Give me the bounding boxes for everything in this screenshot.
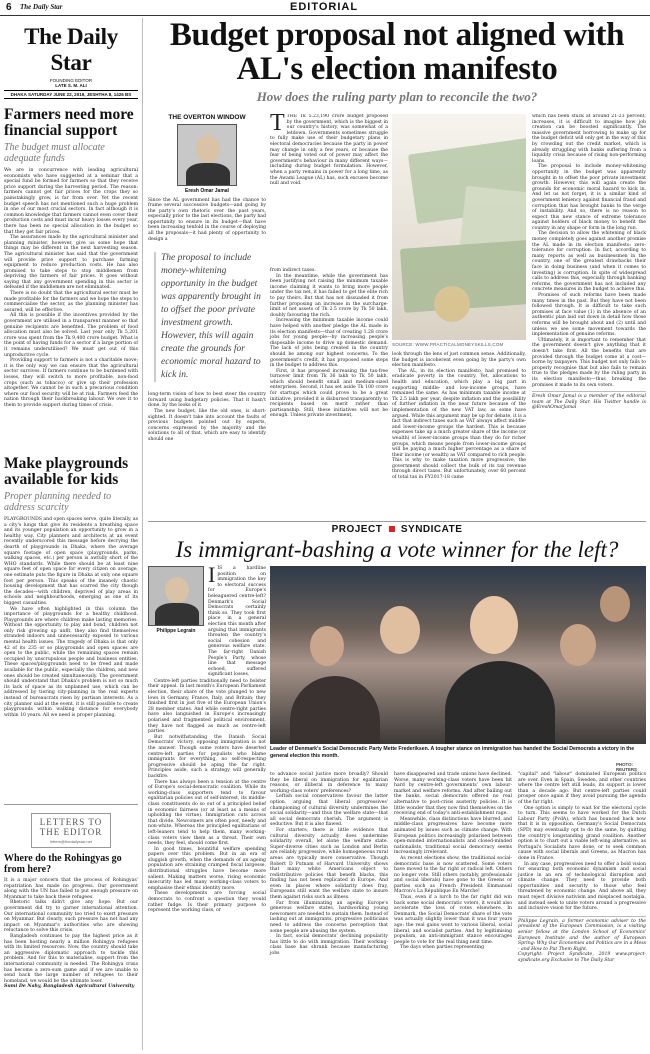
oped-budget-col3b xyxy=(270,268,388,419)
frederiksen-photo xyxy=(270,566,646,744)
oped-immigration-c3b: Meanwhile, class distinctions have blurred, and middle-class progressives have become more animated by issues such as climate change. With European politics increasingly polarised between open-minded internationalists and closed-minded nationalists, traditional social democracy seems increasingly irrelevant. xyxy=(394,816,512,856)
masthead-small: The Daily Star xyxy=(20,3,63,11)
brand-separator xyxy=(389,526,395,532)
syndicate-brand xyxy=(148,524,646,535)
editorial-farmers-subtitle: The budget must allocate adequate funds xyxy=(4,142,105,164)
masthead-date: DHAKA SATURDAY JUNE 22, 2019, JESHTHA 8, 1426 BS xyxy=(4,90,138,99)
editorial-farmers-title: Farmers need more financial support xyxy=(4,106,134,139)
letter-p2: Rhetoric talks didn't give any hope. But our government did try to garner international attention. Our international community too tried to exert pressure on Myanmar. But clearly, such pressure has not had any impact on Myanmar's authorities who are showing reluctance to solve this crisis. xyxy=(4,900,138,934)
oped-immigration-c4b: One option is simply to wait for the electoral cycle to turn. This seems to have worked for the Dutch Labour Party (PvdA), which has bounced back now that it is in opposition. Germany's Social Democrats (SPD) may eventually opt to do the same, by quitting the country's longstanding grand coalition. Another option is to chart out a viable left-wing alternative, as Portugal's Socialists have done, or to seek common cause with social liberals and Greens, as Macron has done in France. xyxy=(518,805,646,861)
founding-editor-name: LATE S. M. ALI xyxy=(55,83,87,88)
oped-immigration-col3 xyxy=(394,772,512,951)
masthead-logo xyxy=(4,18,138,99)
oped-immigration-c3e: The days when parties representing xyxy=(400,945,485,951)
oped-budget-c4c: The decision to allow the whitening of black money completely goes against another promise the AL made in its election manifesto: zero-tolerance for corruption. In fact, according to many reports as well as businessmen in the country, one of the greatest drawbacks their face in doing business (and when it comes to investing) is corruption. In spite of widespread calls to address this, especially through banking reforms, the government has not included any concrete measures in the budget to achieve this. xyxy=(532,231,646,293)
oped-immigration-c2: to advance social justice more broadly? Should they be liberal on immigration for egalitarian reasons, or illiberal in deference to many working-class voters' preferences? xyxy=(270,772,388,794)
pull-quote: The proposal to include money-whitening opportunity in the budget was apparently brought in to offset the poor private investment growth. However, this will again create the grounds for economic moral hazard to kick in. xyxy=(154,252,262,382)
oped-budget-c3: from indirect taxes. xyxy=(270,268,316,273)
editorial-playgrounds-title: Make playgrounds available for kids xyxy=(4,455,129,488)
illustration-source: SOURCE: WWW.PRACTICALMONEYSKILLS.COM xyxy=(392,342,504,347)
oped-immigration-c1d: There has always been a tension at the centre of Europe's social-democratic coalition. While its working-class supporters tend to favour egalitarian policies out of self-interest, its middle-class constituents do so out of a principled belief in economic fairness (or at least as a means of upholding the virtue). Immigration cuts across that divide. Newcomers are often poor, needy and non-white. Whereas the principled egalitarians of left-leaners tend to help them, many working-class voters view them as a threat. Their own needs, they feel, should come first. xyxy=(148,779,266,847)
oped-immigration xyxy=(148,524,646,1050)
author2-photo xyxy=(148,566,204,626)
editorial-farmers xyxy=(4,107,138,409)
author-photo xyxy=(177,124,237,186)
oped-budget-c2: look through the lens of just common sense. Additionally, the budget is incoherent even going by the party's own election manifesto. xyxy=(392,352,526,369)
oped-budget-c4: which has been stuck at around 21-23 percent, increases, it is difficult to imagine how job creation can be boosted significantly. The massive government borrowing to make up for the budget deficit will only get in the way of this by crowding out the credit market, which is already struggling with banks suffering from a liquidity crisis because of rising non-performing loans. xyxy=(532,114,646,164)
oped-immigration-c1c: But notwithstanding the Danish Social Democrats' victory, opposing immigration is not the answer. Though some voters have deserted centre-left parties for populists who blame immigrants for everything, no self-respecting progressive should be aping the far right. Principles aside, such a strategy will generally backfire. xyxy=(148,734,266,779)
left-column xyxy=(4,18,138,1048)
oped-budget-c1d: The new budget, like the old ones, is short-sighted. It doesn't take into account the faults of previous budgets pointed out by experts, concerns expressed by the majority and the solutions to all of that, which are easy to identify should one xyxy=(148,409,266,442)
oped-budget-c4e: Ultimately, it is important to remember that the government doesn't give anything that it doesn't take first. All the benefits that are provided through the budget come at a cost—borne by taxpayers. This budget not only fails to properly recognise that but also fails to remain true to the pledges made by the ruling party in its election manifesto—thus breaking the promises it made to its own voters. xyxy=(532,337,646,388)
brand-left: PROJECT xyxy=(331,524,383,535)
header-rule xyxy=(0,15,650,16)
budget-illustration xyxy=(392,114,526,340)
letters-email: letters@thedailystar.net xyxy=(50,839,92,844)
oped-budget-c3c: Increasing the minimum taxable income could have helped with another pledge the AL made in its election manifesto—that of creating 1.28 crore jobs for young people—by increasing people's disposable income to drive up domestic demand. The lack of jobs being created in the country should be among our highest concerns. To the government's credit, it has proposed some steps in the budget to address this. xyxy=(270,318,388,369)
oped-immigration-c3c: As recent elections show, the traditional social-democratic base is now scattered. Some voters have moved to the far right or radical left. Others no longer vote. Still others (notably, professionals and social liberals) have gone to the Greens or parties such as French President Emmanuel Macron's La République En Marche! xyxy=(394,855,512,895)
oped-budget-col2-top xyxy=(270,114,388,264)
letter-p1: It is a major concern that the process of Rohingyas' repatriation has made no progress. Our government along with the UN has failed to put enough pressure on Myanmar to take back these refugees. xyxy=(4,878,138,900)
oped-budget-c4d: Promises of such reforms have been made many times in the past. But they have not been followed through. It is difficult to take such promises at face value (1) in the absence of an authentic plan laid out down in detail how those reforms will be brought about and (2) until and unless we see some movement towards the implementation of genuine reforms. xyxy=(532,293,646,338)
oped-budget-col2 xyxy=(392,352,526,481)
column-label xyxy=(148,114,266,122)
oped-immigration-c2e: In fact, social democrats' declining popularity has little to do with immigration. Their working-class base has shrunk because manufacturing jobs xyxy=(270,934,388,956)
oped-immigration-c4: "capital" and "labour" dominated European politics are over. Even in Spain, Sweden, and other countries where the centre left still leads, its support is lower than a decade ago. But centre-left parties could prosper once again if they avoid pursuing the agenda of the far right. xyxy=(518,772,646,805)
oped-budget-c1: TTHE Tk 5.23,190 crore budget proposed by the government, which is the biggest in our country's history, was somewhat of a letdown. Governments sometimes struggle to fully make use of their budgetary plans in electoral democracies because the party in power may change in only a few years, or because the fear of being voted out of power may affect the government's behaviour in many different ways—including during budget formulation. However, when a party remains in power for a long time, as the Awami League (AL) has, such excuses become null and void. xyxy=(270,114,388,187)
author-name: Eresh Omar Jamal xyxy=(185,187,229,194)
photo-caption: Leader of Denmark's Social Democratic Party Mette Frederiksen. A tougher stance on immigration has handed the Social Democrats a victory in the general election this month. xyxy=(270,746,635,759)
letters-title: LETTERS TO THE EDITOR xyxy=(39,817,103,837)
section-label: EDITORIAL xyxy=(290,1,359,13)
oped-immigration-c3d: Thus, even if a lurch to the far right did win back some social democratic voters, it would also accelerate the loss of votes elsewhere. In Denmark, the Social Democrats' share of the vote was actually slightly lower than it was four years ago: the real gains went to various liberal, social liberal, and socialist parties. And by legitimising populism, an anti-immigrant stance encourages people to vote for the real thing next time. xyxy=(394,895,512,945)
oped-immigration-col1 xyxy=(148,562,266,914)
column-label-text: THE OVERTON WINDOW xyxy=(168,114,246,121)
brand-right: SYNDICATE xyxy=(400,524,463,535)
oped-budget-c1-text: THE Tk 5.23,190 crore budget proposed by the government, which is the biggest in our country's history, was somewhat of a letdown. Governments sometimes struggle to fully make use of their budgetary plans in electoral democracies because the party in power may change in only a few years, or because the fear of being voted out of power may affect the government's behaviour in many different ways—including during budget formulation. However, when a party remains in power for a long time, as the Awami League (AL) has, such excuses become null and void. xyxy=(270,114,388,187)
oped-budget-c3d: First, it has proposed increasing the tax-free turnover limit from Tk 36 lakh to Tk 50 lakh, which should benefit small and medium-sized enterprises. Second, it has set aside Tk 100 crore for startups which could prove to be a great initiative, provided it is disbursed transparently to recipients based on merit rather than partisanship. Still, these initiatives will not be enough. Unless private investment, xyxy=(270,368,388,419)
oped-budget-bio: Eresh Omar Jamal is a member of the editorial team at The Daily Star. His Twitter handle is @EreshOmarJamal xyxy=(532,391,646,411)
oped-immigration-c2c: For starters, there is little evidence that cultural diversity actually does undermine solidarity overall, let alone the welfare state. Super-diverse cities such as London and Berlin are reliably progressive, while homogeneous rural areas are typically more conservative. Though Robert D Putnam of Harvard University shows that many white Americans object to redistributive policies that benefit blacks, this finding has not been replicated in Europe. And even in places where solidarity does fray, Europeans still want the welfare state to insure them against risks such as illness. xyxy=(270,827,388,901)
author2-photo-wrap xyxy=(148,566,204,678)
money-illustration xyxy=(392,114,526,340)
editorial-farmers-p1: We are in concurrence with leading agricultural economists who have suggested at a seminar that a special fund be formed for farmers so that they receive price support during the harvesting period. The reason: farmers cannot get fair prices for the crops they so painstakingly grow, is far from over. Yet the recent budget speech has not mentioned such a huge problem in one of our most crucial sectors. In fact although it is common knowledge that farmers cannot even cover their production costs and must incur heavy losses every year, there has been no special allocation in the budget so that they get fair prices. xyxy=(4,168,138,235)
oped-budget-c4-holder xyxy=(532,114,646,518)
oped-immigration-col2 xyxy=(270,772,388,957)
oped-immigration-bio: Philippe Legrain, a former economic adviser to the president of the European Commission, is a visiting senior fellow at the London School of Economics' European Institute and the author of European Spring: Why Our Economies and Politics are in a Mess - and How to Put Them Right. xyxy=(518,916,646,953)
oped-immigration-col4 xyxy=(518,772,646,964)
photo-credit: PHOTO: REUTERS xyxy=(616,762,637,772)
editorial-farmers-p4: All this is possible if the incentives provided by the government are utilised in a transparent manner so that genuine recipients are benefited. The problem of food allocation must also be solved. Last year only Tk 5,201 crore was spent from the Tk 9,400 crore budget. What is the point of having funds for a sector if a large portion of it remains underutilised? We must get out of this unproductive cycle. xyxy=(4,313,138,358)
page-number: 6 xyxy=(6,2,12,13)
founding-editor-label: FOUNDING EDITOR xyxy=(49,78,93,83)
masthead-title: The Daily Star xyxy=(24,24,118,75)
oped-budget-c2b: The AL, in its election manifesto, had promised to eradicate poverty in the country. Yet, allocations to health and education, which play a big part in supporting middle- and low-income groups, have remained the same. As has minimum taxable income at Tk 2.5 lakh per year, despite inflation and the possibility of further inflation in the near future because of the implementation of the new VAT law, as some have argued. While this argument may be up for debate, it is a fact that indirect taxes such as VAT always affect middle- and lower-income groups the hardest. This is because expenses take up a much greater share of the income (or wealth) of lower-income groups than they do for richer groups, which means people from lower-income groups will be paying a much higher percentage as a share of their income (or wealth) as VAT compared to rich people. This is why to make taxation more progressive, the government should collect the bulk of its tax revenue through direct taxes. But unfortunately, over 60 percent of total tax in FY2017-18 came xyxy=(392,368,526,481)
oped-immigration-c2d: Far from illuminating an ageing Europe's generous welfare states, hardworking young newcomers are needed to sustain them. Instead of lashing out at immigrants, progressive politicians need to address the concerns perception that some people are abusing the system. xyxy=(270,900,388,934)
letters-section xyxy=(4,804,138,990)
oped-immigration-c2b: Leftish social conservatives favour the latter option, arguing that liberal progressives' championing of cultural diversity undermines the social solidarity—and thus the welfare state—that all social democrats cherish. The argument is seductive. But it is also flawed. xyxy=(270,794,388,828)
oped-budget-title: Budget proposal not aligned with AL's election manifesto xyxy=(169,17,625,87)
letters-header-box xyxy=(31,813,111,848)
oped-immigration-c3: have disappeared and trade unions have declined. Worse, many working-class voters have been hit hard by centre-left governments' own labour-market and welfare reforms. And after bailing out the banks, social democrats offered no real alternative to post-crisis austerity policies. It is little wonder that they now find themselves on the receiving end of today's anti-establishment rage. xyxy=(394,772,512,817)
letter-p3: Bangladesh continues to pay the highest price as it has been hosting nearly a million Rohingya refugees with its limited resources. Now, the country should take an aggressive diplomatic approach to tackle this problem. And for this to materialise, support from the international community is needed. The Rohingya crisis has become a zero-sum game and if we are unable to send back the large number of refugees to their homeland, we would be the ultimate loser. xyxy=(4,933,138,984)
oped-immigration-c1f: These developments are forcing social democrats to confront a question they would rather fudge. Is their primary purpose to represent the working class, or xyxy=(148,891,266,914)
oped-immigration-c4c: In any case, progressives need to offer a bold vision for ensuring both economic dynamism and social justice in an era of technological disruption and climate change. They need to provide both opportunities and security to those who feel threatened by economic change. And above all, they must reject divisive nativism and misplaced nostalgia, and instead seek to unite voters around a progressive and inclusive vision for the future. xyxy=(518,861,646,912)
oped-immigration-title: Is immigrant-bashing a vote winner for the left? xyxy=(175,537,619,562)
oped-budget-deck: How does the ruling party plan to reconcile the two? xyxy=(256,89,538,104)
editorial-playgrounds-p1: PLAYGROUNDS and open spaces serve, quite literally, as a city's lungs that give its residents a breathing space and its younger population an opportunity to grow in a healthy way. City planners and architects at an event recently underscored this message before decrying the dearth of playgrounds in Dhaka, where the average square footage of open space (playgrounds, parks, walking spaces, etc.) per person is awfully short of the WHO standards. While there should be at least nine square feet of open space for every citizen on average, one estimate puts the figure in Dhaka at only one square foot per person. This speaks of the insanely chaotic housing development that has scarred the city though the decades—with children, deprived of play areas in schools and neighbourhoods, emerging as one of its biggest casualties. xyxy=(4,517,138,606)
oped-immigration-c1-text: IS a hardline position on immigration the key to electoral success for Europe's beleaguered centre-left? Denmark's Social Democrats certainly think so. They took first place in a general election this month after arguing that immigrants threaten the country's social cohesion and generous welfare state. The far-right Danish People's Party, whose line that message echoed, suffered significant losses. xyxy=(208,566,266,678)
oped-budget-col1 xyxy=(148,114,266,443)
editorial-playgrounds-p2: We have often highlighted in this column the importance of playgrounds for a healthy childhood. Playgrounds are where children make lasting memories. Without the opportunity to play and bond, children not only risk growing up unfit, they also find themselves stranded indoors and unnecessarily exposed to various mental health issues. The tragedy of Dhaka is that only 42 of its 235 or so playgrounds and open spaces are open to the public, while the remaining spaces remain occupied by unscrupulous people and business entities. These spaces/playgrounds need to be freed and made available for the public, especially the children, and new ones should be created simultaneously. The government should understand that Dhaka's problem is not so much its lack of space as its unplanned use, which can be addressed by tiering city-planning in the real experts instead of bureaucrats risen by partisan interests. As a city planner said at the event, it is still possible to create playgrounds within walking distance for everybody within 10 years. All we need is proper planning. xyxy=(4,606,138,718)
letter-headline: Where do the Rohingyas go from here? xyxy=(4,853,122,875)
editorial-playgrounds-subtitle: Proper planning needed to address scarcity xyxy=(4,491,112,513)
oped-immigration-c1b: Centre-left parties traditionally need to bolster their appeal. In last month's European Parliament election, their share of the vote plunged to new lows in Germany, France, Italy, and Britain; they finished first in just five of the European Union's 28 member states. And while centre-right parties have also languished in Europe's increasingly polarised and fragmented political environment, they have not flagged as much as centre-left parties. xyxy=(148,678,266,735)
oped-budget-c4b: The proposal to include money-whitening opportunity in the budget was apparently brought in to offset the poor private investment growth. However, this will again create the grounds for economic moral hazard to kick in. And let us not forget, it is a similar kind of government leniency against financial fraud and corruption that has brought banks to the verge of instability. And so, there is no reason to expect this new stance of extreme tolerance against holders of black money to benefit the country in any shape or form in the long run. xyxy=(532,164,646,231)
oped-immigration-copyright: Copyright: Project Syndicate, 2019 www.project-syndicate.org Exclusive to The Daily Star xyxy=(518,952,646,963)
oped-budget-c1b: Since the AL government has had the chance to frame several successive budgets—and going by the party's own rhetoric over the past years, especially prior to the last elections, the party had opportunity to ensure in its budget—that have been increasing tenfold in the course of deploying all the proposals—it had plenty of opportunity to design a xyxy=(148,197,266,242)
editorial-farmers-p3: There is no doubt that the agricultural sector must be made profitable for the farmers and we hope the steps to commercialise the sector, as the planning minister has assured, will be effective. xyxy=(4,291,138,313)
editorial-farmers-p5: Providing support to farmers is not a charitable move; it is the only way we can ensure that the agricultural sector survives. If farmers continue to be burdened with losses, they will switch to more profitable, non-food crops (such as tobacco) or give up their profession altogether. We cannot be in such a precarious condition where our food security will be at risk. Farmers feed the nation through their backbreaking labour. We owe it to them to provide support during times of crisis. xyxy=(4,358,138,408)
editorial-farmers-p2: The assurances made by the agricultural minister and planning minister, however, give us some hope that things may be different in the next harvesting season. The agricultural minister has said that the government will provide price support to purchase farming equipment to reduce production costs. He has also promised to take steps to stop middlemen from depriving the farmers of fair prices. It goes without saying that any government spending in this sector is defeated if the middlemen are not eliminated. xyxy=(4,235,138,291)
column-divider xyxy=(142,18,143,1050)
page-header xyxy=(0,0,650,16)
editorial-playgrounds xyxy=(4,456,138,718)
oped-immigration-c1: IIS a hardline position on immigration the key to electoral success for Europe's beleaguered centre-left? Denmark's Social Democrats certainly think so. They took first place in a general election this month after arguing that immigrants threaten the country's social cohesion and generous welfare state. The far-right Danish People's Party, whose line that message echoed, suffered significant losses. xyxy=(208,562,266,678)
oped-budget-c1c: long-term vision of how to best steer the country forward using budgetary policies. That it hasn't done, by the looks of it. xyxy=(148,392,266,409)
oped-immigration-c1e: In good times, bountiful welfare spending papers over this problem. But in an era of sluggish growth, when the demands of an ageing population are straining cramped fiscal largesse, distributional struggles have become more salient. Making matters worse, rising economic insecurity has led many working-class voters to emphasise their ethnic identity more. xyxy=(148,846,266,891)
oped-budget-c3b: In the meantime, while the government has been justifying not raising the minimum taxable income claiming it wants to bring more people under the tax net, it has failed to get the elite rich to pay theirs. But that has not dissuaded it from further proposing an increase in the surcharge-limit of net assets of Tk 2.5 crore by Tk 50 lakh, doubly favouring the rich. xyxy=(270,273,388,318)
letter-signature: Sumi De Nahy, Bangladesh Agricultural University xyxy=(4,984,135,990)
author2-name: Philippe Legrain xyxy=(156,628,196,634)
oped2-top-rule xyxy=(148,521,646,522)
